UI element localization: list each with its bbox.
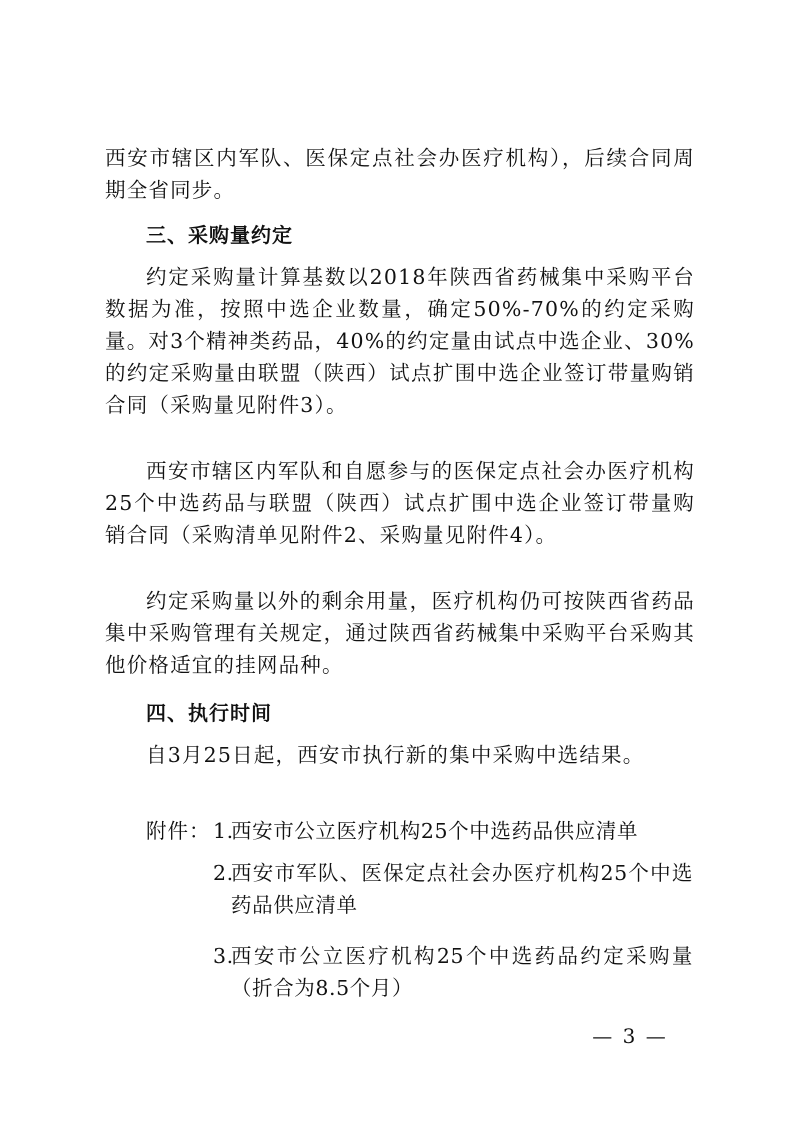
paragraph-contract-cycle: 西安市辖区内军队、医保定点社会办医疗机构），后续合同周期全省同步。	[105, 146, 695, 202]
paragraph-start-date: 自3月25日起，西安市执行新的集中采购中选结果。	[146, 743, 645, 767]
attachments-label: 附件：	[146, 819, 211, 843]
attachment-item	[213, 857, 693, 921]
attachment-number: 1.	[213, 819, 234, 843]
heading-procurement-volume: 三、采购量约定	[146, 223, 293, 247]
attachment-number: 2.	[213, 861, 234, 885]
paragraph-volume-basis: 约定采购量计算基数以2018年陕西省药械集中采购平台数据为准，按照中选企业数量，确定50%-70%的约定采购量。对3个精神类药品，40%的约定量由试点中选企业、30%的约定采购量由联盟（陕西）试点扩围中选企业签订带量购销合同（采购量见附件3）。	[105, 265, 695, 417]
attachment-title: 西安市公立医疗机构25个中选药品供应清单	[231, 819, 639, 843]
page-number: — 3 —	[592, 1024, 668, 1048]
attachment-item	[213, 940, 693, 1004]
paragraph-military-institutions: 西安市辖区内军队和自愿参与的医保定点社会办医疗机构25个中选药品与联盟（陕西）试点扩围中选企业签订带量购销合同（采购清单见附件2、采购量见附件4）。	[105, 459, 695, 547]
paragraph-remaining-volume: 约定采购量以外的剩余用量，医疗机构仍可按陕西省药品集中采购管理有关规定，通过陕西省药械集中采购平台采购其他价格适宜的挂网品种。	[105, 589, 695, 677]
attachment-item	[213, 815, 693, 847]
attachment-number: 3.	[213, 944, 234, 968]
attachment-title: 西安市军队、医保定点社会办医疗机构25个中选药品供应清单	[231, 861, 693, 917]
attachment-title: 西安市公立医疗机构25个中选药品约定采购量（折合为8.5个月）	[231, 944, 693, 1000]
heading-execution-time: 四、执行时间	[146, 701, 272, 725]
